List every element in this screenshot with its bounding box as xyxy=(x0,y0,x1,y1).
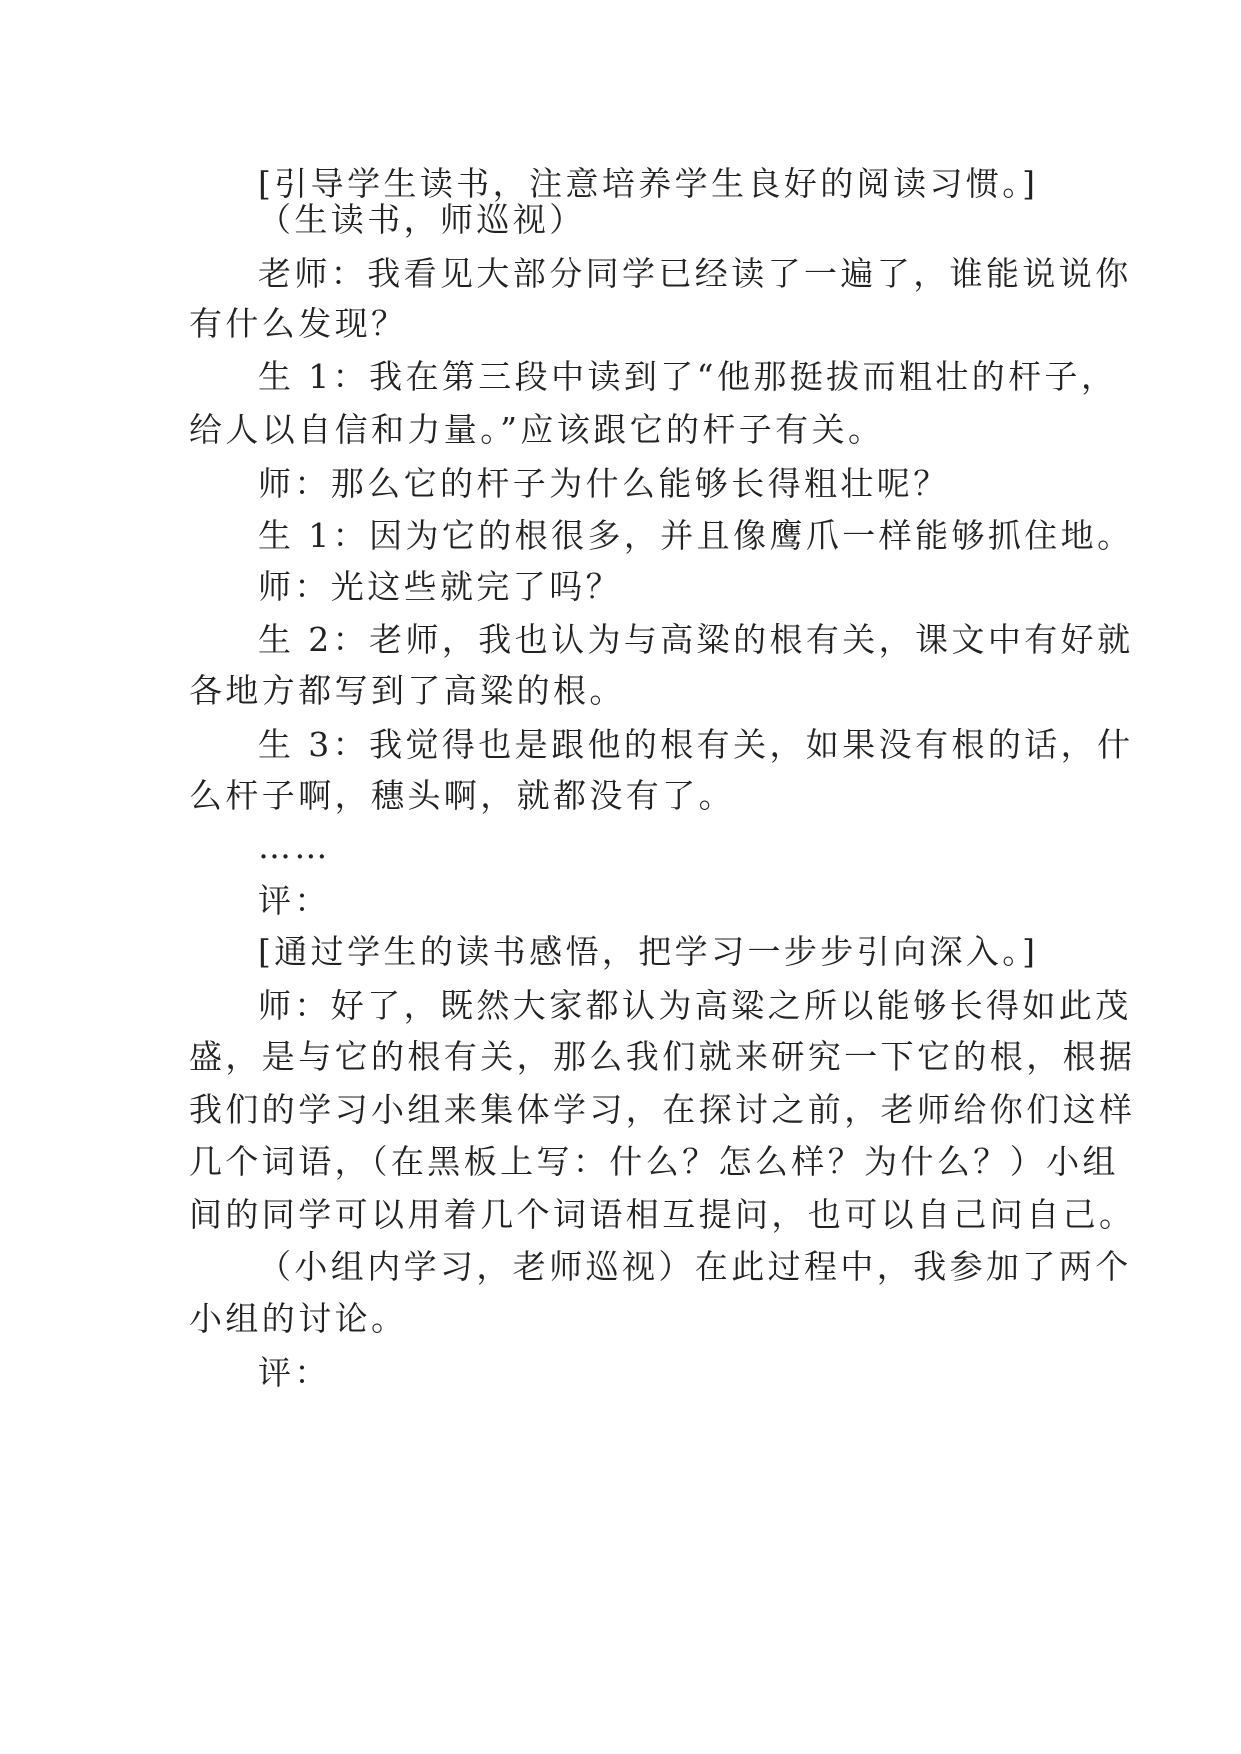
text-line: 给人以自信和力量。”应该跟它的杆子有关。 xyxy=(189,410,885,449)
text-line: 师：好了，既然大家都认为高粱之所以能够长得如此茂 xyxy=(258,986,1132,1025)
ellipsis: …… xyxy=(258,827,331,866)
text-line: 生 2：老师，我也认为与高粱的根有关，课文中有好就 xyxy=(258,620,1134,659)
text-line: [通过学生的读书感悟，把学习一步步引向深入。] xyxy=(258,932,1039,971)
text-line: 师：光这些就完了吗？ xyxy=(258,567,622,606)
text-line: 间的同学可以用着几个词语相互提问，也可以自己问自己。 xyxy=(189,1195,1136,1234)
text-line: （小组内学习，老师巡视）在此过程中，我参加了两个 xyxy=(258,1247,1132,1286)
text-line: 生 1：因为它的根很多，并且像鹰爪一样能够抓住地。 xyxy=(258,516,1134,555)
text-line: 有什么发现？ xyxy=(189,304,408,343)
text-line: （生读书，师巡视） xyxy=(258,200,586,239)
text-line: [引导学生读书，注意培养学生良好的阅读习惯。] xyxy=(258,164,1039,203)
text-line: 师：那么它的杆子为什么能够长得粗壮呢？ xyxy=(258,464,950,503)
text-line: 我们的学习小组来集体学习，在探讨之前，老师给你们这样 xyxy=(189,1090,1136,1129)
comment-label: 评： xyxy=(258,881,331,920)
text-line: 小组的讨论。 xyxy=(189,1299,408,1338)
text-line: 盛，是与它的根有关，那么我们就来研究一下它的根，根据 xyxy=(189,1037,1136,1076)
text-line: 生 3：我觉得也是跟他的根有关，如果没有根的话，什 xyxy=(258,725,1134,764)
text-line: 老师：我看见大部分同学已经读了一遍了，谁能说说你 xyxy=(258,254,1132,293)
text-line: 几个词语，（在黑板上写：什么？怎么样？为什么？）小组 xyxy=(189,1142,1119,1181)
text-line: 生 1：我在第三段中读到了“他那挺拔而粗壮的杆子， xyxy=(258,357,1118,396)
text-line: 各地方都写到了高粱的根。 xyxy=(189,671,626,710)
comment-label: 评： xyxy=(258,1353,331,1392)
text-line: 么杆子啊，穗头啊，就都没有了。 xyxy=(189,776,735,815)
